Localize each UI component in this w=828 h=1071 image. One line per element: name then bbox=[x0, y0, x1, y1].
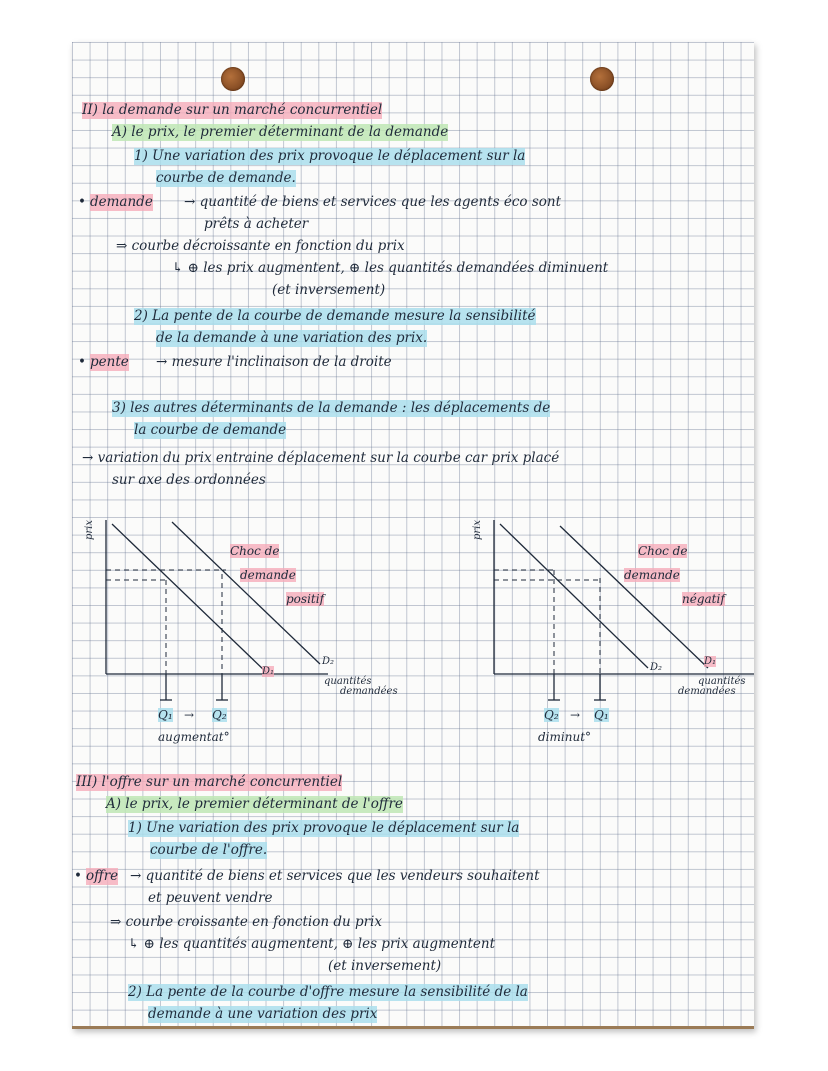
graph-left-y-label: prix bbox=[84, 519, 95, 540]
graph-left-x-label-line2: demandées bbox=[340, 686, 398, 697]
graph-right-shock-line2: demande bbox=[624, 568, 680, 582]
section3-a-heading: A) le prix, le premier déterminant de l'offre bbox=[106, 796, 403, 812]
bullet-demande: • bbox=[78, 194, 86, 210]
graph-left-d1-label: D₁ bbox=[262, 666, 275, 677]
bullet-offre: • bbox=[74, 868, 82, 884]
graph-right-shock-line1: Choc de bbox=[638, 544, 688, 558]
graph-right-caption: diminut° bbox=[538, 730, 592, 744]
section2-title: II) la demande sur un marché concurrentiel bbox=[82, 102, 383, 118]
def-offre-line2: et peuvent vendre bbox=[148, 890, 273, 906]
graph-left-arrow: → bbox=[184, 708, 195, 722]
curve-decroissante-line: ⇒ courbe décroissante en fonction du prix bbox=[116, 238, 405, 254]
section2-p2-line1: 2) La pente de la courbe de demande mesure la sensibilité bbox=[134, 308, 536, 324]
graph-left-shock-line3: positif bbox=[286, 592, 325, 606]
notebook-page bbox=[72, 42, 754, 1029]
section3-p2-line2: demande à une variation des prix bbox=[148, 1006, 378, 1022]
def-term-pente: pente bbox=[90, 354, 129, 370]
graph-right-d1-label: D₁ bbox=[704, 656, 717, 667]
def-demande-line2: prêts à acheter bbox=[204, 216, 309, 232]
def-term-demande: demande bbox=[90, 194, 153, 210]
variation-line1: → variation du prix entraine déplacement sur la courbe car prix placé bbox=[82, 450, 560, 466]
punch-hole-left bbox=[221, 67, 245, 91]
section2-p2-line2: de la demande à une variation des prix. bbox=[156, 330, 428, 346]
rule-demande-line2: (et inversement) bbox=[272, 282, 386, 298]
curve-croissante-line: ⇒ courbe croissante en fonction du prix bbox=[110, 914, 382, 930]
def-pente: → mesure l'inclinaison de la droite bbox=[156, 354, 392, 370]
section2-p1-line2: courbe de demande. bbox=[156, 170, 296, 186]
graph-right-x-label-line2: demandées bbox=[678, 686, 736, 697]
variation-line2: sur axe des ordonnées bbox=[112, 472, 266, 488]
punch-hole-right bbox=[590, 67, 614, 91]
section2-a-heading: A) le prix, le premier déterminant de la demande bbox=[112, 124, 449, 140]
def-demande-line1: → quantité de biens et services que les agents éco sont bbox=[184, 194, 562, 210]
graph-left-q1: Q₁ bbox=[158, 708, 173, 722]
graph-left-shock-line1: Choc de bbox=[230, 544, 280, 558]
section3-p1-line1: 1) Une variation des prix provoque le déplacement sur la bbox=[128, 820, 520, 836]
rule-offre-line2: (et inversement) bbox=[328, 958, 442, 974]
graph-left-d2-label: D₂ bbox=[322, 656, 335, 667]
graph-right-q2: Q₂ bbox=[544, 708, 559, 722]
rule-demande-line1: ↳ ⊕ les prix augmentent, ⊕ les quantités demandées diminuent bbox=[172, 260, 609, 276]
graph-left-caption: augmentat° bbox=[158, 730, 230, 744]
graph-right bbox=[486, 512, 754, 742]
def-term-offre: offre bbox=[86, 868, 119, 884]
section2-p3-line1: 3) les autres déterminants de la demande : les déplacements de bbox=[112, 400, 551, 416]
graph-left-q2: Q₂ bbox=[212, 708, 227, 722]
def-offre-line1: → quantité de biens et services que les vendeurs souhaitent bbox=[130, 868, 540, 884]
graph-right-x-label-line1: quantités bbox=[698, 676, 746, 687]
section3-p2-line1: 2) La pente de la courbe d'offre mesure la sensibilité de la bbox=[128, 984, 528, 1000]
rule-offre-line1: ↳ ⊕ les quantités augmentent, ⊕ les prix augmentent bbox=[128, 936, 496, 952]
graph-left-x-label-line1: quantités bbox=[324, 676, 372, 687]
graph-right-shock-line3: négatif bbox=[682, 592, 725, 606]
bullet-pente: • bbox=[78, 354, 86, 370]
graph-right-d2-label: D₂ bbox=[650, 662, 663, 673]
graph-right-arrow: → bbox=[570, 708, 581, 722]
section3-title: III) l'offre sur un marché concurrentiel bbox=[76, 774, 343, 790]
graph-left-shock-line2: demande bbox=[240, 568, 296, 582]
section2-p1-line1: 1) Une variation des prix provoque le déplacement sur la bbox=[134, 148, 526, 164]
graph-right-q1: Q₁ bbox=[594, 708, 609, 722]
section2-p3-line2: la courbe de demande bbox=[134, 422, 287, 438]
demand-curve-d2 bbox=[500, 524, 648, 668]
section3-p1-line2: courbe de l'offre. bbox=[150, 842, 268, 858]
graph-right-y-label: prix bbox=[472, 519, 483, 540]
